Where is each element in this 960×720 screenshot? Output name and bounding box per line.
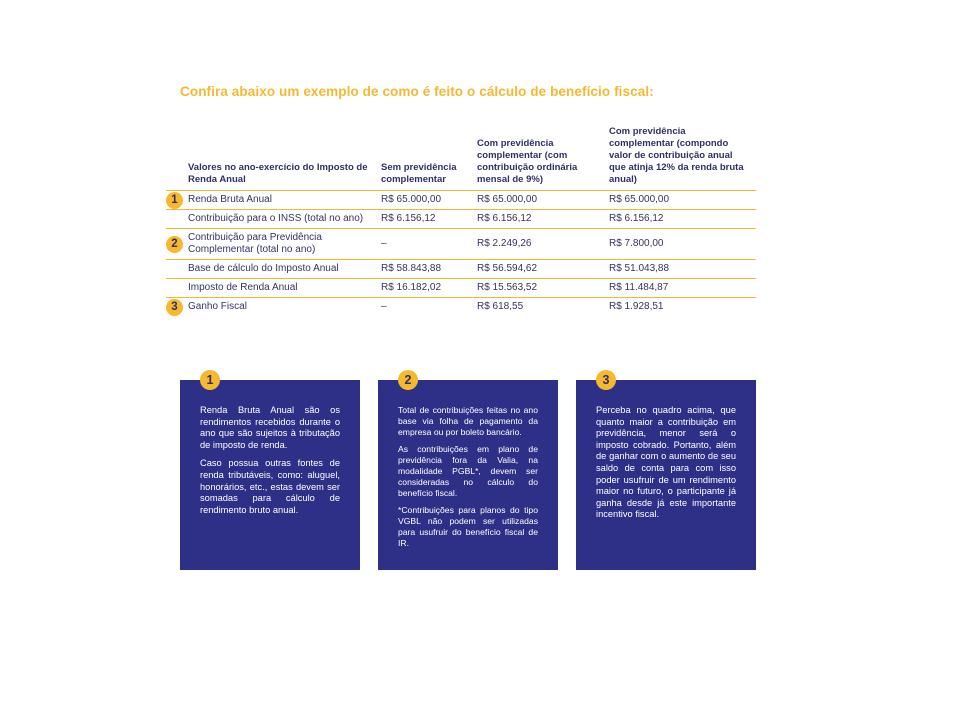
row-label: Contribuição para o INSS (total no ano)	[184, 210, 377, 229]
box-paragraph: Perceba no quadro acima, que quanto maior a contribuição em previdência, menor será o imposto cobrado. Portanto, além de ganhar com o aumento de seu saldo de conta para com isso poder usufruir de um rendimento maior no futuro, o participante já ganha desde já este importante incentivo fiscal.	[596, 405, 736, 520]
number-badge: 2	[166, 236, 183, 253]
table-header-row	[166, 126, 756, 191]
table-row	[166, 191, 756, 210]
value-com-previdencia-12: R$ 51.043,88	[605, 260, 756, 279]
box-paragraph: Renda Bruta Anual são os rendimentos recebidos durante o ano que são sujeitos à tributação de imposto de renda.	[200, 405, 340, 450]
row-label: Base de cálculo do Imposto Anual	[184, 260, 377, 279]
box-paragraph: Total de contribuições feitas no ano base via folha de pagamento da empresa ou por boleto bancário.	[398, 405, 538, 437]
number-badge: 1	[166, 192, 183, 209]
row-badge-cell	[166, 279, 184, 298]
value-sem-previdencia: –	[377, 229, 473, 260]
table-row	[166, 229, 756, 260]
header-com-previdencia-12: Com previdência complementar (compondo valor de contribuição anual que atinja 12% da renda bruta anual)	[605, 126, 756, 191]
number-badge: 2	[398, 370, 418, 390]
row-badge-cell	[166, 298, 184, 317]
value-com-previdencia-12: R$ 65.000,00	[605, 191, 756, 210]
box-paragraph: *Contribuições para planos do tipo VGBL não podem ser utilizadas para usufruir do benefício fiscal de IR.	[398, 505, 538, 548]
number-badge: 3	[166, 299, 183, 316]
page-heading: Confira abaixo um exemplo de como é feito o cálculo de benefício fiscal:	[180, 84, 654, 99]
table-row	[166, 279, 756, 298]
number-badge: 3	[596, 370, 616, 390]
table-row	[166, 298, 756, 317]
header-com-previdencia-9: Com previdência complementar (com contribuição ordinária mensal de 9%)	[473, 126, 605, 191]
value-com-previdencia-12: R$ 1.928,51	[609, 301, 664, 312]
row-badge-cell	[166, 229, 184, 260]
value-sem-previdencia: R$ 58.843,88	[377, 260, 473, 279]
value-com-previdencia-12: R$ 7.800,00	[605, 229, 756, 260]
row-badge-cell	[166, 191, 184, 210]
value-sem-previdencia: R$ 6.156,12	[377, 210, 473, 229]
value-sem-previdencia: R$ 65.000,00	[377, 191, 473, 210]
tax-calculation-table	[166, 126, 756, 316]
header-sem-previdencia: Sem previdência complementar	[377, 126, 473, 191]
value-com-previdencia-9: R$ 56.594,62	[473, 260, 605, 279]
row-label: Contribuição para Previdência Complementar (total no ano)	[184, 229, 377, 260]
value-com-previdencia-9: R$ 6.156,12	[473, 210, 605, 229]
info-box-2	[378, 373, 558, 570]
value-com-previdencia-9: R$ 618,55	[477, 301, 524, 312]
number-badge: 1	[200, 370, 220, 390]
info-box-3	[576, 373, 756, 570]
row-label: Renda Bruta Anual	[184, 191, 377, 210]
value-sem-previdencia: R$ 16.182,02	[377, 279, 473, 298]
value-sem-previdencia: –	[381, 301, 387, 312]
row-badge-cell	[166, 260, 184, 279]
value-com-previdencia-9: R$ 15.563,52	[473, 279, 605, 298]
value-com-previdencia-12: R$ 6.156,12	[605, 210, 756, 229]
value-com-previdencia-9: R$ 65.000,00	[473, 191, 605, 210]
badge-column-header	[166, 126, 184, 191]
row-label: Ganho Fiscal	[188, 301, 247, 312]
table-row	[166, 260, 756, 279]
box-paragraph: Caso possua outras fontes de renda tributáveis, como: aluguel, honorários, etc., estas devem ser somadas para cálculo de rendimento bruto anual.	[200, 458, 340, 515]
box-paragraph: As contribuições em plano de previdência fora da Valia, na modalidade PGBL*, devem ser consideradas no cálculo do benefício fiscal.	[398, 444, 538, 498]
row-badge-cell	[166, 210, 184, 229]
row-label: Imposto de Renda Anual	[184, 279, 377, 298]
info-box-1	[180, 373, 360, 570]
table-row	[166, 210, 756, 229]
header-values: Valores no ano-exercício do Imposto de Renda Anual	[184, 126, 377, 191]
value-com-previdencia-9: R$ 2.249,26	[473, 229, 605, 260]
value-com-previdencia-12: R$ 11.484,87	[605, 279, 756, 298]
